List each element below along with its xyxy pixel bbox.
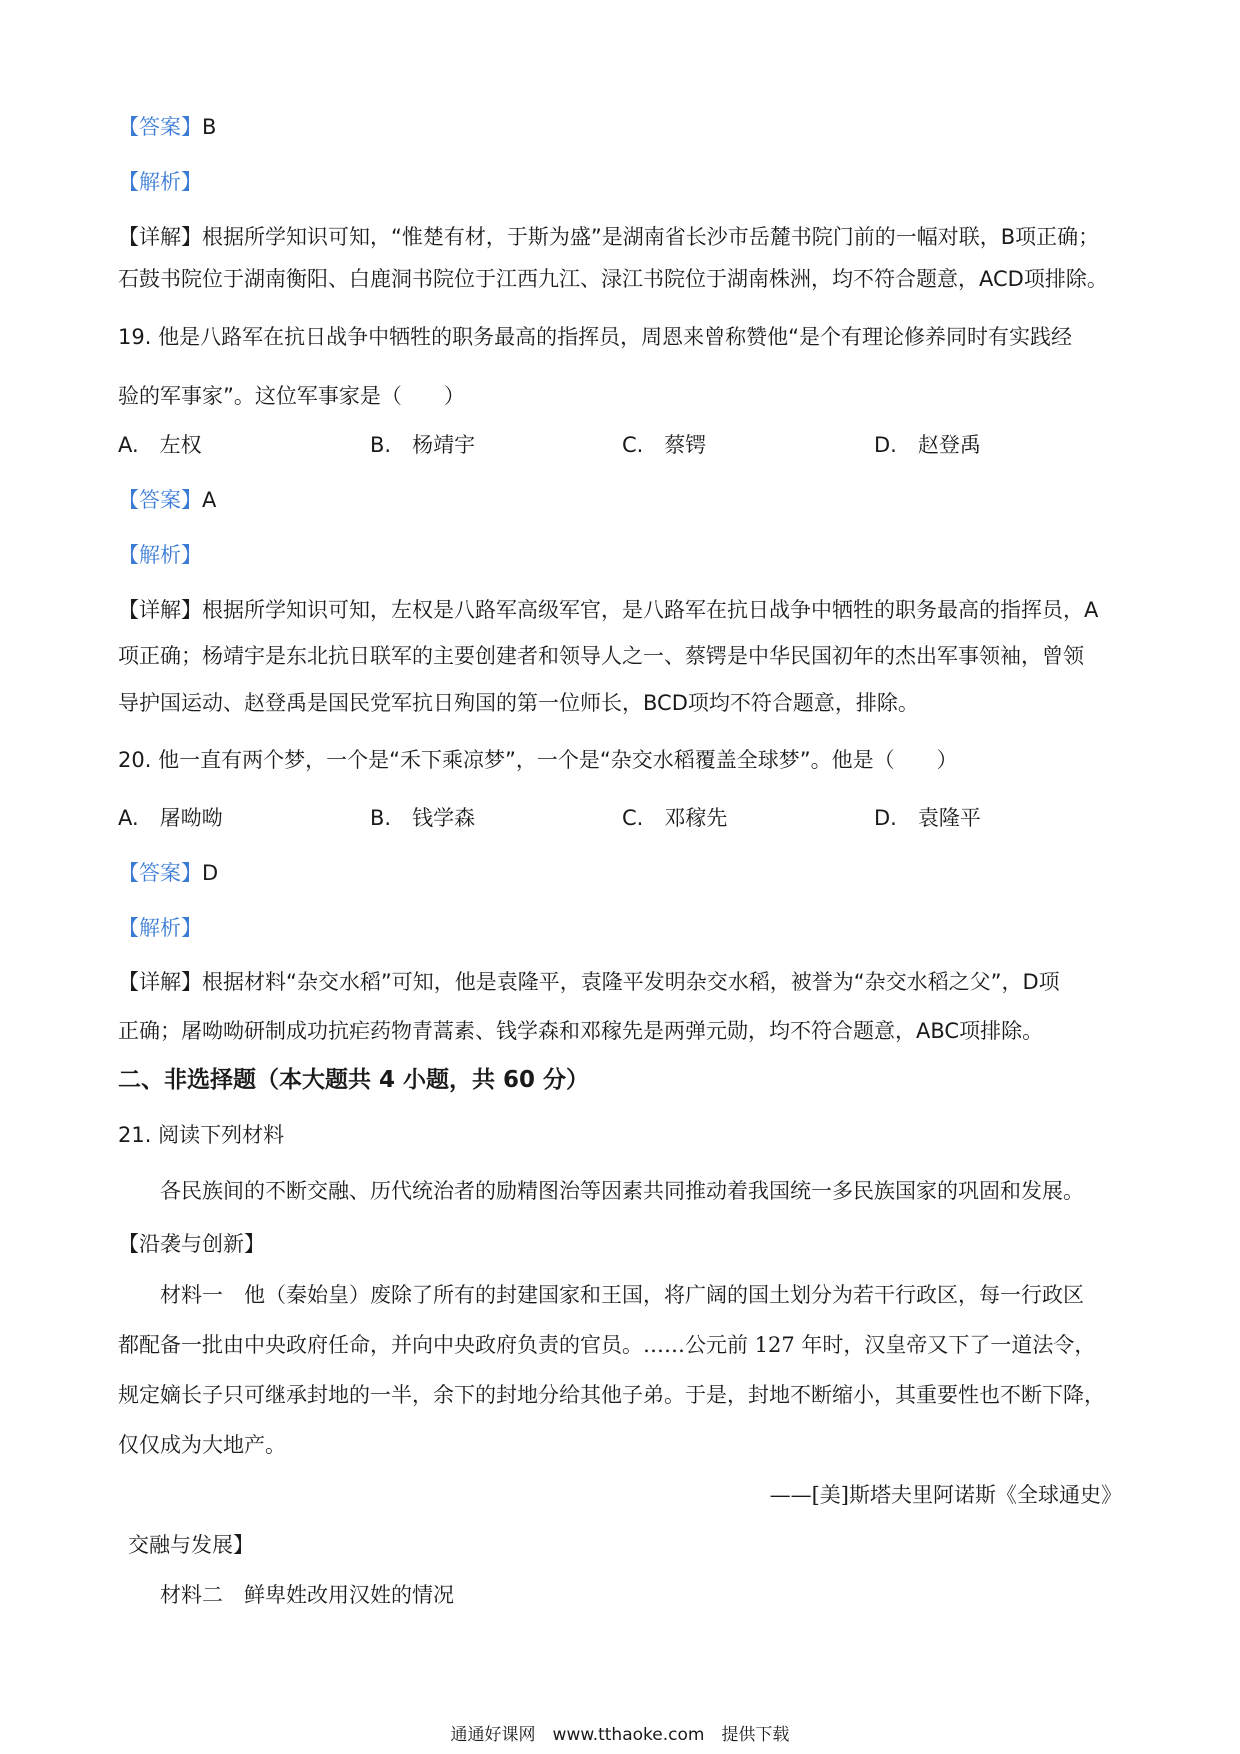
q19-detail-line3: 导护国运动、赵登禹是国民党军抗日殉国的第一位师长，BCD项均不符合题意，排除。 (118, 691, 919, 715)
q19-answer (118, 485, 216, 515)
q20-detail-line1 (118, 967, 1060, 997)
q19-stem-line1: 19. 他是八路军在抗日战争中牺牲的职务最高的指挥员，周恩来曾称赞他“是个有理论修养同时有实践经 (118, 325, 1072, 349)
option-b: B. 杨靖宇 (370, 433, 476, 457)
material-1-line2: 都配备一批由中央政府任命，并向中央政府负责的官员。……公元前 127 年时，汉皇帝又下了一道法令， (118, 1333, 1096, 1357)
detail-tag: 【详解】 (118, 598, 202, 622)
detail-tag: 【详解】 (118, 970, 202, 994)
q18-detail-line1 (118, 222, 1099, 252)
page-footer: 通通好课网 www.tthaoke.com 提供下载 (450, 1725, 790, 1745)
answer-tag: 【答案】 (118, 488, 202, 512)
material-1-line3: 规定嫡长子只可继承封地的一半，余下的封地分给其他子弟。于是，封地不断缩小，其重要性也不断下降， (118, 1383, 1105, 1407)
q20-detail-line2: 正确；屠呦呦研制成功抗疟药物青蒿素、钱学森和邓稼先是两弹元勋，均不符合题意，ABC项排除。 (118, 1019, 1044, 1043)
option-a: A. 左权 (118, 433, 202, 457)
answer-value: D (202, 861, 219, 885)
q19-detail-line2: 项正确；杨靖宇是东北抗日联军的主要创建者和领导人之一、蔡锷是中华民国初年的杰出军事领袖，曾领 (118, 644, 1084, 668)
option-c: C. 邓稼先 (622, 806, 728, 830)
q21-stem: 21. 阅读下列材料 (118, 1123, 285, 1147)
answer-tag: 【答案】 (118, 115, 202, 139)
answer-value: A (202, 488, 217, 512)
material-1-line1: 材料一 他（秦始皇）废除了所有的封建国家和王国，将广阔的国土划分为若干行政区，每一行政区 (160, 1283, 1084, 1307)
option-a: A. 屠呦呦 (118, 806, 223, 830)
material-2-title: 材料二 鲜卑姓改用汉姓的情况 (160, 1583, 454, 1607)
q18-analysis-tag: 【解析】 (118, 170, 202, 194)
detail-text: 根据所学知识可知，“惟楚有材，于斯为盛”是湖南省长沙市岳麓书院门前的一幅对联，B项正确； (202, 225, 1100, 249)
detail-text: 根据所学知识可知，左权是八路军高级军官，是八路军在抗日战争中牺牲的职务最高的指挥员，A (202, 598, 1099, 622)
q19-stem-line2: 验的军事家”。这位军事家是（ ） (118, 384, 465, 408)
detail-tag: 【详解】 (118, 225, 202, 249)
option-d: D. 赵登禹 (874, 433, 981, 457)
q18-answer (118, 112, 216, 142)
q21-intro: 各民族间的不断交融、历代统治者的励精图治等因素共同推动着我国统一多民族国家的巩固和发展。 (160, 1179, 1084, 1203)
answer-value: B (202, 115, 217, 139)
q20-answer (118, 858, 218, 888)
q19-detail-line1 (118, 595, 1098, 625)
q21-subheading-2: 交融与发展】 (128, 1533, 254, 1557)
q19-analysis-tag: 【解析】 (118, 543, 202, 567)
q18-detail-line2: 石鼓书院位于湖南衡阳、白鹿洞书院位于江西九江、渌江书院位于湖南株洲，均不符合题意，ACD项排除。 (118, 267, 1108, 291)
q21-subheading-1: 【沿袭与创新】 (118, 1232, 265, 1256)
option-c: C. 蔡锷 (622, 433, 707, 457)
q20-stem: 20. 他一直有两个梦，一个是“禾下乘凉梦”，一个是“杂交水稻覆盖全球梦”。他是（ ） (118, 748, 958, 772)
material-1-line4: 仅仅成为大地产。 (118, 1433, 286, 1457)
option-d: D. 袁隆平 (874, 806, 981, 830)
detail-text: 根据材料“杂交水稻”可知，他是袁隆平，袁隆平发明杂交水稻，被誉为“杂交水稻之父”，D项 (202, 970, 1060, 994)
q20-analysis-tag: 【解析】 (118, 916, 202, 940)
answer-tag: 【答案】 (118, 861, 202, 885)
material-1-source: ——[美]斯塔夫里阿诺斯《全球通史》 (769, 1483, 1122, 1507)
section-heading: 二、非选择题（本大题共 4 小题，共 60 分） (118, 1067, 590, 1093)
option-b: B. 钱学森 (370, 806, 476, 830)
